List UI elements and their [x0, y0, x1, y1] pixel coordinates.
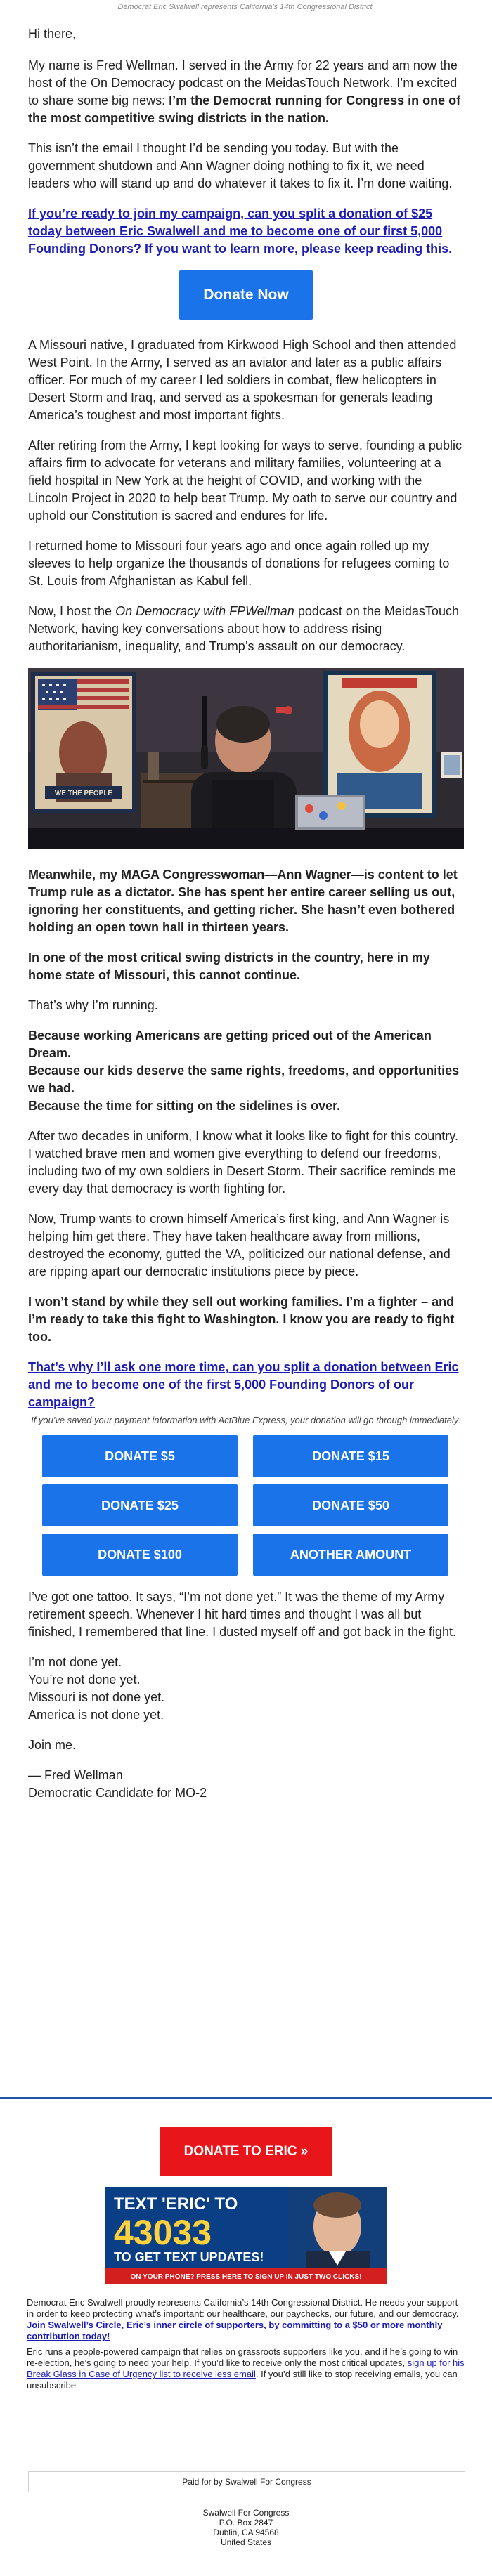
- donate-now-button[interactable]: Donate Now: [179, 270, 312, 320]
- footer-p2-before: Eric runs a people-powered campaign that relies on grassroots supporters like you, and if he’s going to win re-election, he’s going to need your help. If you’d like to receive only the most critical updates,: [27, 2346, 458, 2368]
- founding-donor-link-2[interactable]: That’s why I’ll ask one more time, can you split a donation between Eric and me to become one of the first 5,000 Founding Donors of our campaign?: [28, 1360, 459, 1409]
- intro-text: My name is Fred Wellman. I served in the Army for 22 years and am now the host of the On Democracy podcast on the MeidasTouch Network. I’m excited to share some big news:: [28, 58, 458, 107]
- address-line-4: United States: [220, 2537, 272, 2547]
- signature-block: [28, 1767, 464, 1802]
- why-running: That’s why I’m running.: [28, 998, 158, 1012]
- studio-illustration: [28, 668, 464, 849]
- missouri-paragraph: I returned home to Missouri four years ago and once again rolled up my sleeves to help organize the thousands of donations for refugees coming to St. Louis from Afghanistan as Kabul fell.: [28, 539, 450, 588]
- reasons-block: [28, 1027, 464, 1115]
- donate-amount-grid: [42, 1435, 464, 1576]
- donate-100-button[interactable]: DONATE $100: [42, 1534, 238, 1576]
- podcast-studio-photo: [28, 668, 464, 849]
- signature-title: Democratic Candidate for MO-2: [28, 1786, 207, 1800]
- cta-paragraph-1: [28, 205, 464, 258]
- paid-for-box: Paid for by Swalwell For Congress: [28, 2471, 465, 2492]
- donate-50-button[interactable]: DONATE $50: [253, 1484, 448, 1526]
- preheader-text: Democrat Eric Swalwell represents California's 14th Congressional District.: [117, 3, 375, 11]
- section-divider: [0, 2097, 492, 2099]
- signature-name: — Fred Wellman: [28, 1768, 123, 1782]
- address-line-2: P.O. Box 2847: [219, 2518, 273, 2528]
- donate-now-wrap: [28, 270, 464, 320]
- reason-2: Because our kids deserve the same rights, freedoms, and opportunities we had.: [28, 1064, 460, 1095]
- actblue-note: If you've saved your payment information with ActBlue Express, your donation will go through immediately:: [31, 1415, 461, 1425]
- greeting: Hi there,: [28, 27, 77, 41]
- donate-25-button[interactable]: DONATE $25: [42, 1484, 238, 1526]
- wagner-bold: Meanwhile, my MAGA Congresswoman—Ann Wagner—is content to let Trump rule as a dictator. She has spent her entire career selling us out, ignoring her constituents, and getting richer. She hasn’t even bothered holding an open town hall in thirteen years.: [28, 868, 458, 934]
- fighter-bold: I won’t stand by while they sell out working families. I’m a fighter – and I’m ready to take this fight to Washington. I know you are ready to fight too.: [28, 1295, 455, 1344]
- podcast-paragraph: [28, 603, 464, 655]
- footer-paragraph-1: [27, 2297, 465, 2342]
- intro-bold: I’m the Democrat running for Congress in one of the most competitive swing districts in the nation.: [28, 93, 461, 125]
- break-glass-link[interactable]: sign up for his Break Glass in Case of Urgency list to receive less email: [27, 2358, 465, 2379]
- donate-5-button[interactable]: DONATE $5: [42, 1435, 238, 1477]
- footer-p2-after: . If you’d still like to stop receiving emails, you can unsubscribe: [27, 2369, 458, 2391]
- join-me: Join me.: [28, 1738, 77, 1752]
- cta-paragraph-2: [28, 1359, 464, 1411]
- email-body: [28, 25, 464, 1815]
- swing-district-paragraph: [28, 949, 464, 984]
- banner-line-2: TO GET TEXT UPDATES!: [114, 2250, 264, 2264]
- not-done-line-3: Missouri is not done yet.: [28, 1690, 165, 1704]
- banner-line-1: TEXT 'ERIC' TO: [114, 2195, 238, 2214]
- not-done-block: [28, 1654, 464, 1724]
- founding-donor-link-1[interactable]: If you’re ready to join my campaign, can you split a donation of $25 today between Eric Swalwell and me to become one of our first 5,000 Founding Donors? If you want to learn more, please keep reading this.: [28, 207, 453, 256]
- uniform-paragraph: After two decades in uniform, I know what it looks like to fight for this country. I watched brave men and women give everything to defend our freedoms, including two of my own soldiers in Desert Storm. Their sacrifice reminds me every day that democracy is worth fighting for.: [28, 1129, 458, 1196]
- text-banner-graphic: [105, 2187, 387, 2284]
- intro-paragraph: [28, 57, 464, 127]
- retirement-paragraph: After retiring from the Army, I kept looking for ways to serve, founding a public affairs firm to advocate for veterans and military families, volunteering at a field hospital in New York at the height of COVID, and working with the Lincoln Project in 2020 to help beat Trump. My oath to serve our country and uphold our Constitution is sacred and endures for life.: [28, 438, 462, 523]
- wagner-paragraph: [28, 866, 464, 936]
- not-done-line-1: I’m not done yet.: [28, 1655, 122, 1669]
- trump-paragraph: Now, Trump wants to crown himself America’s first king, and Ann Wagner is helping him get there. They have taken healthcare away from millions, destroyed the economy, gutted the VA, politicized our national defense, and are ripping apart our democratic institutions piece by piece.: [28, 1212, 451, 1279]
- poster-caption: WE THE PEOPLE: [54, 790, 113, 797]
- reason-3: Because the time for sitting on the sidelines is over.: [28, 1099, 341, 1113]
- address-line-1: Swalwell For Congress: [202, 2508, 290, 2518]
- address-line-3: Dublin, CA 94568: [213, 2528, 279, 2537]
- mailing-address: [0, 2508, 492, 2547]
- swalwell-circle-link[interactable]: Join Swalwell’s Circle, Eric’s inner circle of supporters, by committing to a $50 or more monthly contribution today!: [27, 2320, 443, 2341]
- tattoo-paragraph: I’ve got one tattoo. It says, “I’m not done yet.” It was the theme of my Army retirement speech. Whenever I hit hard times and thought I was all but finished, I remembered that line. I dusted myself off and got back in the fight.: [28, 1590, 457, 1639]
- podcast-title: On Democracy with FPWellman: [115, 604, 294, 618]
- text-updates-banner[interactable]: [105, 2187, 387, 2284]
- not-done-line-2: You’re not done yet.: [28, 1673, 141, 1687]
- footer-paragraph-2: [27, 2346, 465, 2391]
- fighter-paragraph: [28, 1293, 464, 1346]
- footer-p1-text: Democrat Eric Swalwell proudly represents California’s 14th Congressional District. He needs your support in order to keep protecting what’s important: our healthcare, our paychecks, our future, and our democracy.: [27, 2297, 459, 2319]
- banner-number: 43033: [114, 2213, 212, 2252]
- reason-1: Because working Americans are getting priced out of the American Dream.: [28, 1028, 432, 1060]
- donate-15-button[interactable]: DONATE $15: [253, 1435, 448, 1477]
- shutdown-paragraph: This isn’t the email I thought I’d be sending you today. But with the government shutdown and Ann Wagner doing nothing to fix it, we need leaders who will stand up and do whatever it takes to fix it. I’m done waiting.: [28, 141, 453, 190]
- donate-to-eric-button[interactable]: DONATE TO ERIC »: [160, 2127, 332, 2176]
- podcast-text-after: podcast on the MeidasTouch Network, having key conversations about how to address rising authoritarianism, inequality, and Trump’s assault on our democracy.: [28, 604, 459, 653]
- swing-district-bold: In one of the most critical swing districts in the country, here in my home state of Missouri, this cannot continue.: [28, 950, 430, 982]
- another-amount-button[interactable]: ANOTHER AMOUNT: [253, 1534, 448, 1576]
- podcast-text-before: Now, I host the: [28, 604, 116, 618]
- bio-paragraph: A Missouri native, I graduated from Kirkwood High School and then attended West Point. In the Army, I served as an aviator and later as a public affairs officer. For much of my career I led soldiers in combat, flew helicopters in Desert Storm and Iraq, and served as a spokesman for generals leading America’s toughest and most important fights.: [28, 338, 457, 422]
- banner-strip: ON YOUR PHONE? PRESS HERE TO SIGN UP IN JUST TWO CLICKS!: [130, 2273, 362, 2281]
- not-done-line-4: America is not done yet.: [28, 1708, 164, 1722]
